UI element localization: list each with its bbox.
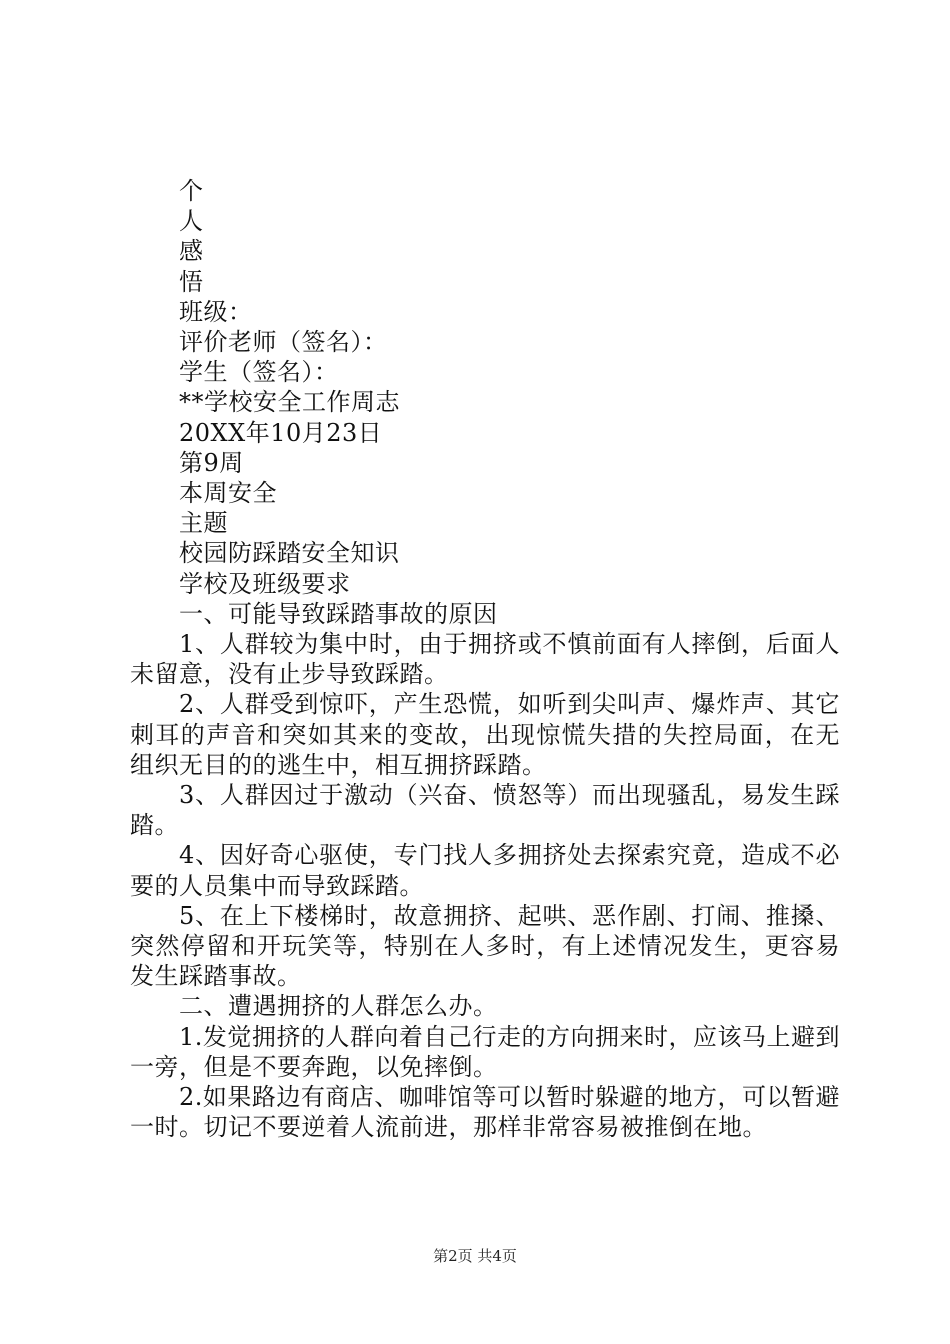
document-date: 20XX年10月23日 bbox=[179, 418, 383, 447]
section-heading: 二、遭遇拥挤的人群怎么办。 bbox=[179, 992, 498, 1021]
header-line: 人 bbox=[179, 207, 204, 236]
teacher-signature-label: 评价老师（签名）： bbox=[179, 328, 388, 357]
document-body bbox=[130, 176, 840, 1143]
page-number-footer: 第2页 共4页 bbox=[433, 1247, 517, 1265]
header-line: 本周安全 bbox=[179, 479, 277, 508]
body-paragraph: 5、在上下楼梯时，故意拥挤、起哄、恶作剧、打闹、推搡、突然停留和开玩笑等，特别在人多时，有上述情况发生，更容易发生踩踏事故。 bbox=[130, 901, 840, 991]
body-paragraph: 1、人群较为集中时，由于拥挤或不慎前面有人摔倒，后面人未留意，没有止步导致踩踏。 bbox=[130, 630, 840, 689]
safety-topic: 校园防踩踏安全知识 bbox=[179, 539, 400, 568]
week-number: 第9周 bbox=[179, 448, 244, 477]
document-title: **学校安全工作周志 bbox=[179, 388, 400, 417]
header-line: 感 bbox=[179, 237, 204, 266]
body-paragraph: 3、人群因过于激动（兴奋、愤怒等）而出现骚乱，易发生踩踏。 bbox=[130, 781, 840, 840]
header-line: 主题 bbox=[179, 509, 228, 538]
section-heading: 一、可能导致踩踏事故的原因 bbox=[179, 599, 498, 628]
body-paragraph: 2、人群受到惊吓，产生恐慌，如听到尖叫声、爆炸声、其它刺耳的声音和突如其来的变故，出现惊慌失措的失控局面，在无组织无目的的逃生中，相互拥挤踩踏。 bbox=[130, 690, 840, 779]
header-line: 悟 bbox=[179, 267, 204, 296]
body-paragraph: 1.发觉拥挤的人群向着自己行走的方向拥来时，应该马上避到一旁，但是不要奔跑，以免摔倒。 bbox=[130, 1022, 840, 1081]
class-field-label: 班级： bbox=[179, 297, 253, 326]
body-paragraph: 2.如果路边有商店、咖啡馆等可以暂时躲避的地方，可以暂避一时。切记不要逆着人流前进，那样非常容易被推倒在地。 bbox=[130, 1083, 840, 1142]
body-paragraph: 4、因好奇心驱使，专门找人多拥挤处去探索究竟，造成不必要的人员集中而导致踩踏。 bbox=[130, 841, 840, 900]
student-signature-label: 学生（签名）： bbox=[179, 358, 339, 387]
header-line: 个 bbox=[179, 177, 204, 205]
section-heading: 学校及班级要求 bbox=[179, 569, 351, 598]
